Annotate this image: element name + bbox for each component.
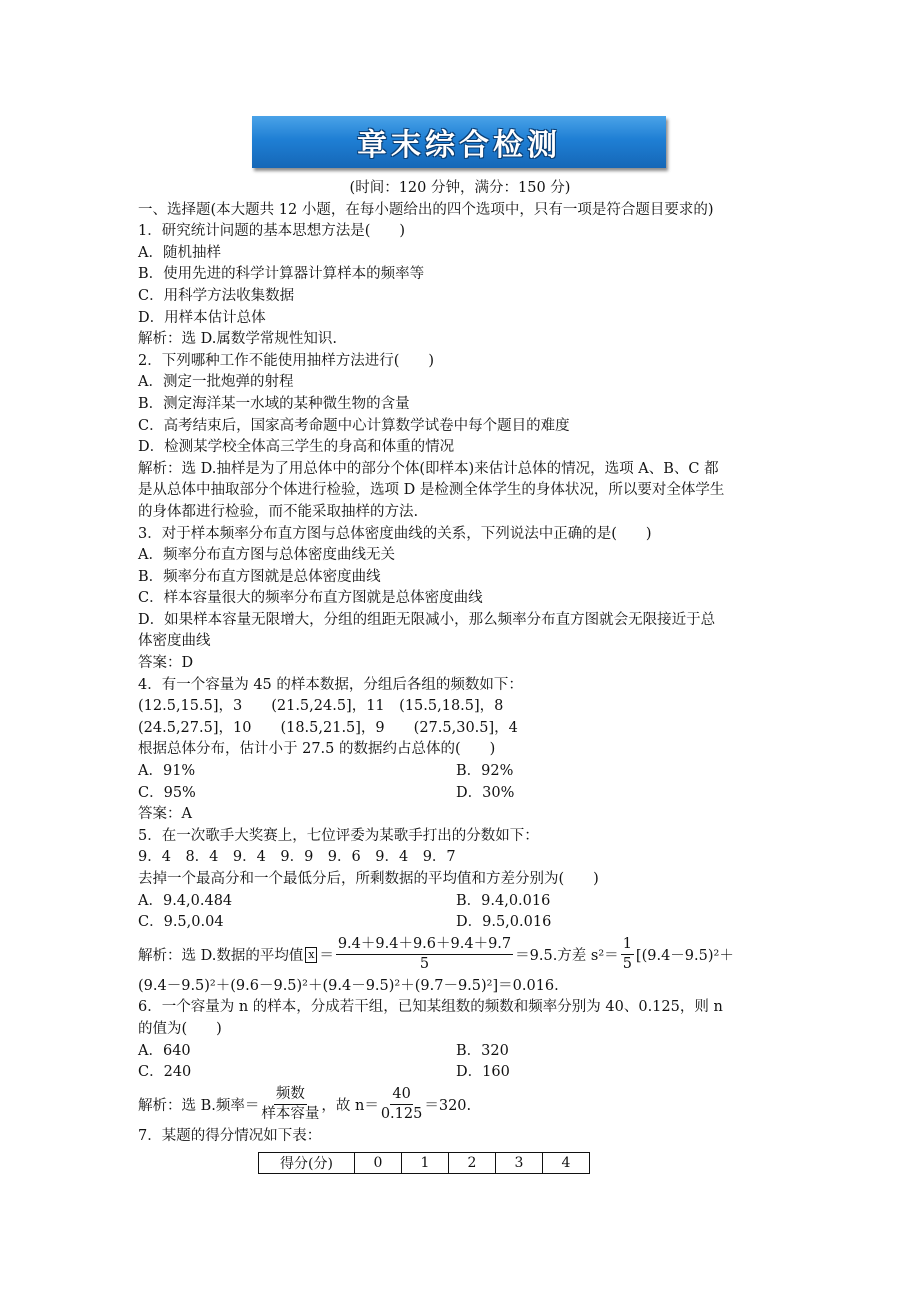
q3-option-c: C．样本容量很大的频率分布直方图就是总体密度曲线 bbox=[138, 590, 483, 607]
q3-option-d-line-2: 体密度曲线 bbox=[138, 633, 211, 650]
q4-answer: 答案：A bbox=[138, 806, 192, 823]
q5-scores: 9．4 8．4 9．4 9．9 9．6 9．4 9．7 bbox=[138, 849, 456, 866]
frequency-fraction bbox=[261, 1085, 319, 1124]
exam-subtitle: (时间：120 分钟，满分：150 分) bbox=[349, 180, 571, 196]
q6-stem-line-1: 6．一个容量为 n 的样本，分成若干组，已知某组数的频数和频率分别为 40、0.125，则 n bbox=[138, 999, 723, 1016]
score-cell: 2 bbox=[449, 1153, 496, 1174]
q2-analysis-line-2: 是从总体中抽取部分个体进行检验，选项 D 是检测全体学生的身体状况，所以要对全体学生 bbox=[138, 482, 725, 499]
q4-option-a: A．91% bbox=[138, 763, 196, 780]
section-header: 一、选择题(本大题共 12 小题，在每小题给出的四个选项中，只有一项是符合题目要求的) bbox=[138, 201, 714, 218]
table-row bbox=[259, 1153, 590, 1174]
banner-title: 章末综合检测 bbox=[357, 128, 561, 163]
variance-denominator: 5 bbox=[622, 956, 632, 973]
q4-ask: 根据总体分布，估计小于 27.5 的数据约占总体的( ) bbox=[138, 741, 496, 758]
variance-fraction bbox=[621, 935, 634, 974]
q6-analysis-prefix: 解析：选 B.频率＝ bbox=[138, 1098, 260, 1115]
q2-stem: 2．下列哪种工作不能使用抽样方法进行( ) bbox=[138, 352, 435, 369]
q5-option-b: B．9.4,0.016 bbox=[456, 892, 551, 909]
q6-analysis-mid: ，故 n＝ bbox=[321, 1098, 379, 1115]
q6-analysis bbox=[138, 1084, 782, 1126]
score-table bbox=[258, 1152, 590, 1174]
title-banner bbox=[252, 116, 666, 168]
mean-symbol: x bbox=[305, 947, 317, 963]
q6-option-c: C．240 bbox=[138, 1064, 192, 1081]
q2-analysis-line-1: 解析：选 D.抽样是为了用总体中的部分个体(即样本)来估计总体的情况，选项 A、B、C 都 bbox=[138, 460, 719, 477]
q6-stem-line-2: 的值为( ) bbox=[138, 1020, 222, 1037]
q5-option-a: A．9.4,0.484 bbox=[138, 892, 233, 909]
q4-options-cd bbox=[138, 783, 782, 805]
q4-option-c: C．95% bbox=[138, 784, 196, 801]
q2-option-b: B．测定海洋某一水域的某种微生物的含量 bbox=[138, 395, 410, 412]
q4-option-d: D．30% bbox=[456, 784, 515, 801]
q6-options-cd bbox=[138, 1062, 782, 1084]
score-cell: 0 bbox=[355, 1153, 402, 1174]
n-denominator: 0.125 bbox=[380, 1106, 423, 1123]
mean-denominator: 5 bbox=[419, 956, 430, 973]
q6-option-b: B．320 bbox=[456, 1042, 509, 1059]
q3-stem: 3．对于样本频率分布直方图与总体密度曲线的关系，下列说法中正确的是( ) bbox=[138, 525, 652, 542]
q1-option-b: B．使用先进的科学计算器计算样本的频率等 bbox=[138, 266, 425, 283]
q5-analysis-line-1: 解析：选 D.数据的平均值 x ＝ $\frac{9.4+9.4+9.6+9.4+9.7}{5}$ ＝9.5.方差 s²＝ $\frac{1}{5}$ [(9.4－9.5)²＋ bbox=[138, 936, 734, 973]
frequency-numerator: 频数 bbox=[274, 1085, 307, 1105]
q4-groups-line-1: (12.5,15.5]，3 (21.5,24.5]，11 (15.5,18.5]，8 bbox=[138, 698, 504, 715]
q1-option-a: A．随机抽样 bbox=[138, 244, 221, 261]
score-cell: 4 bbox=[543, 1153, 590, 1174]
q5-options-cd bbox=[138, 912, 782, 934]
q4-option-b: B．92% bbox=[456, 763, 514, 780]
q5-analysis-line-2: (9.4－9.5)²＋(9.6－9.5)²＋(9.4－9.5)²＋(9.7－9.5)²]＝0.016. bbox=[138, 977, 559, 994]
mean-result: ＝9.5.方差 s²＝ bbox=[515, 948, 619, 965]
q5-analysis-prefix: 解析：选 D.数据的平均值 bbox=[138, 948, 304, 965]
n-fraction bbox=[381, 1085, 423, 1124]
score-cell: 1 bbox=[402, 1153, 449, 1174]
q5-ask: 去掉一个最高分和一个最低分后，所剩数据的平均值和方差分别为( ) bbox=[138, 871, 599, 887]
q1-option-c: C．用科学方法收集数据 bbox=[138, 287, 295, 304]
q6-option-a: A．640 bbox=[138, 1042, 191, 1059]
q2-option-d: D．检测某学校全体高三学生的身高和体重的情况 bbox=[138, 439, 455, 456]
q1-stem: 1．研究统计问题的基本思想方法是( ) bbox=[138, 223, 406, 240]
q3-option-b: B．频率分布直方图就是总体密度曲线 bbox=[138, 568, 381, 585]
variance-numerator: 1 bbox=[621, 935, 634, 955]
q5-stem: 5．在一次歌手大奖赛上，七位评委为某歌手打出的分数如下： bbox=[138, 827, 539, 844]
q2-option-a: A．测定一批炮弹的射程 bbox=[138, 374, 294, 391]
score-header-cell: 得分(分) bbox=[259, 1153, 355, 1174]
q5-option-c: C．9.5,0.04 bbox=[138, 914, 224, 931]
frequency-denominator: 样本容量 bbox=[261, 1106, 320, 1123]
mean-numerator: 9.4＋9.4＋9.6＋9.4＋9.7 bbox=[336, 935, 513, 955]
q2-option-c: C．高考结束后，国家高考命题中心计算数学试卷中每个题目的难度 bbox=[138, 417, 570, 434]
q1-option-d: D．用样本估计总体 bbox=[138, 309, 266, 326]
n-numerator: 40 bbox=[390, 1085, 412, 1105]
q5-option-d: D．9.5,0.016 bbox=[456, 914, 552, 931]
variance-tail: [(9.4－9.5)²＋ bbox=[635, 948, 734, 965]
q3-answer: 答案：D bbox=[138, 655, 194, 672]
q5-options-ab bbox=[138, 891, 782, 913]
q3-option-a: A．频率分布直方图与总体密度曲线无关 bbox=[138, 547, 395, 564]
q6-options-ab bbox=[138, 1041, 782, 1063]
q4-stem: 4．有一个容量为 45 的样本数据，分组后各组的频数如下： bbox=[138, 676, 523, 693]
document-body bbox=[138, 178, 782, 1147]
q7-stem: 7．某题的得分情况如下表： bbox=[138, 1127, 322, 1144]
q3-option-d-line-1: D．如果样本容量无限增大，分组的组距无限减小，那么频率分布直方图就会无限接近于总 bbox=[138, 611, 716, 628]
q1-analysis: 解析：选 D.属数学常规性知识. bbox=[138, 331, 337, 348]
score-cell: 3 bbox=[496, 1153, 543, 1174]
q4-options-ab bbox=[138, 761, 782, 783]
q6-option-d: D．160 bbox=[456, 1064, 510, 1081]
q6-result: ＝320. bbox=[424, 1098, 472, 1115]
q4-groups-line-2: (24.5,27.5]，10 (18.5,21.5]，9 (27.5,30.5]，4 bbox=[138, 719, 518, 736]
mean-fraction bbox=[336, 935, 513, 974]
q2-analysis-line-3: 的身体都进行检验，而不能采取抽样的方法. bbox=[138, 503, 419, 520]
